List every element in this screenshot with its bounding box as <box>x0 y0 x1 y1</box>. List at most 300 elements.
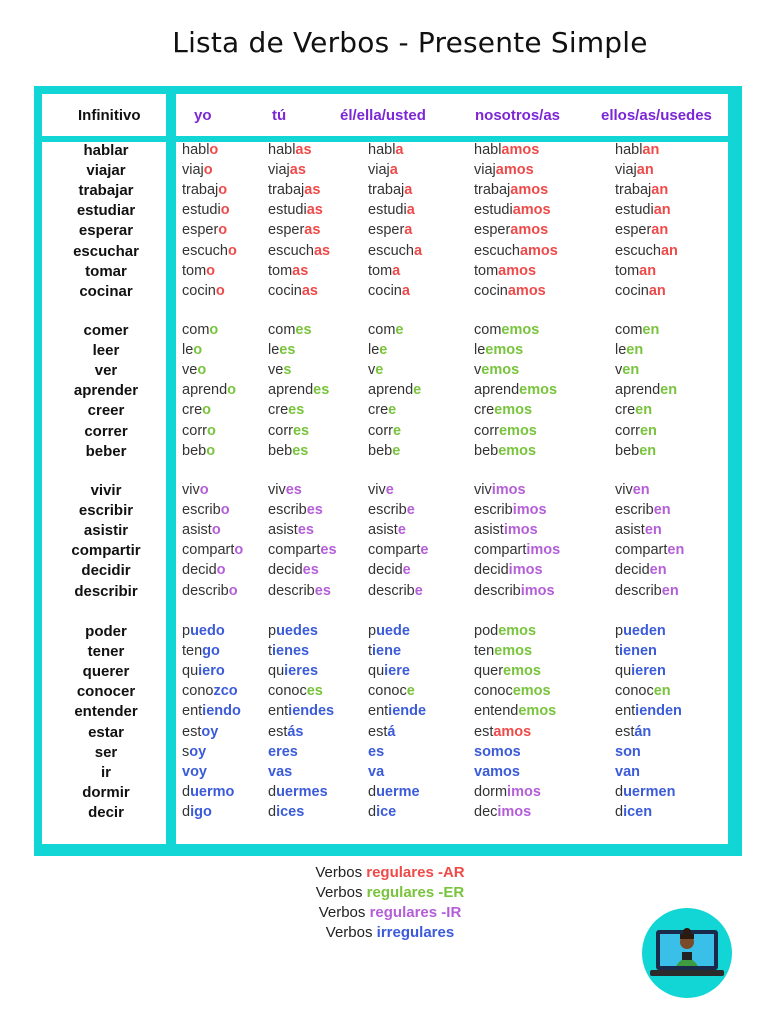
conjugation-entender-1 <box>268 703 334 719</box>
ending: an <box>651 222 669 239</box>
stem: p <box>182 623 191 639</box>
conjugation-aprender-2 <box>368 382 421 398</box>
conjugation-asistir-1 <box>268 522 314 538</box>
ending: a <box>389 162 398 179</box>
conjugation-viajar-0 <box>182 162 213 178</box>
conjugation-estar-4 <box>615 724 651 740</box>
ending: ienden <box>635 703 682 720</box>
stem: d <box>268 783 277 800</box>
stem: asist <box>268 522 298 539</box>
stem: cocin <box>474 282 508 299</box>
infinitive-poder: poder <box>85 623 127 640</box>
conjugation-ir-0 <box>182 764 207 780</box>
conjugation-dormir-0 <box>182 784 234 800</box>
ending: e <box>388 402 397 419</box>
stem: le <box>182 342 194 359</box>
conjugation-leer-4 <box>615 342 643 358</box>
ending: en <box>635 402 653 419</box>
ending: amos <box>512 202 551 219</box>
conjugation-compartir-0 <box>182 542 243 558</box>
conjugation-compartir-3 <box>474 542 560 558</box>
header-el-ella-usted: él/ella/usted <box>340 107 426 124</box>
stem: habl <box>615 142 643 158</box>
ending: es <box>279 342 296 359</box>
conjugation-escribir-0 <box>182 502 230 518</box>
ending: es <box>297 522 314 539</box>
ending: va <box>368 763 385 780</box>
ending: uermes <box>276 783 328 800</box>
stem: compart <box>182 542 235 559</box>
infinitive-conocer: conocer <box>76 683 136 701</box>
stem: cre <box>368 402 389 419</box>
stem: trabaj <box>368 182 405 199</box>
conjugation-viajar-3 <box>474 162 534 178</box>
conjugation-comer-2 <box>368 322 403 338</box>
ending: an <box>651 182 669 199</box>
ending: en <box>653 683 671 700</box>
conjugation-leer-3 <box>474 342 523 358</box>
conjugation-escuchar-1 <box>268 243 330 259</box>
conjugation-comer-4 <box>615 322 659 338</box>
stem: t <box>615 643 620 660</box>
conjugation-trabajar-3 <box>474 182 548 198</box>
legend-ir: Verbos regulares -IR <box>318 904 462 921</box>
ending: ienes <box>272 643 310 660</box>
stem: estudi <box>368 202 407 219</box>
stem: ten <box>474 643 495 660</box>
conjugation-escuchar-2 <box>368 243 422 259</box>
conjugation-estar-2 <box>368 724 395 740</box>
ending: van <box>615 763 640 780</box>
conjugation-escuchar-3 <box>474 243 558 259</box>
stem: escuch <box>368 242 414 259</box>
infinitive-creer: creer <box>87 402 125 420</box>
ending: e <box>375 362 384 379</box>
conjugation-querer-4 <box>615 663 666 679</box>
ending: es <box>302 562 319 579</box>
stem: viv <box>368 482 386 498</box>
stem: d <box>182 803 191 820</box>
stem: escrib <box>182 502 221 519</box>
ending: o <box>203 162 213 179</box>
conjugation-querer-1 <box>268 663 318 679</box>
conjugation-poder-3 <box>474 623 536 639</box>
conjugation-conocer-0 <box>182 683 238 699</box>
conjugation-creer-4 <box>615 402 652 418</box>
stem: describ <box>368 582 415 599</box>
ending: igo <box>190 803 212 820</box>
conjugation-ser-0 <box>182 744 206 760</box>
infinitive-tener: tener <box>87 643 125 661</box>
infinitive-correr: correr <box>84 422 128 440</box>
ending: en <box>661 582 679 599</box>
ending: eres <box>268 743 298 760</box>
ending: ices <box>276 803 305 820</box>
stem: viv <box>268 482 286 498</box>
stem: tom <box>368 262 393 279</box>
conjugation-decir-3 <box>474 804 531 820</box>
ending: as <box>313 242 331 259</box>
stem: com <box>368 322 396 338</box>
ending: emos <box>494 402 533 419</box>
stem: viaj <box>615 162 637 179</box>
conjugation-describir-1 <box>268 583 331 599</box>
stem: escuch <box>268 242 314 259</box>
stem: cocin <box>615 282 649 299</box>
stem: estudi <box>474 202 513 219</box>
stem: asist <box>615 522 645 539</box>
ending: imos <box>507 783 541 800</box>
conjugation-trabajar-4 <box>615 182 668 198</box>
stem: habl <box>368 142 396 158</box>
conjugation-cocinar-4 <box>615 283 666 299</box>
infinitive-hablar: hablar <box>83 142 129 159</box>
ending: zco <box>213 683 238 700</box>
ending: uermo <box>190 783 235 800</box>
stem: tom <box>268 262 293 279</box>
ending: uerme <box>376 783 420 800</box>
conjugation-estudiar-2 <box>368 202 415 218</box>
conjugation-creer-2 <box>368 402 396 418</box>
conjugation-trabajar-2 <box>368 182 412 198</box>
ending: en <box>639 422 657 439</box>
conjugation-trabajar-1 <box>268 182 320 198</box>
ending: imos <box>512 502 547 519</box>
ending: emos <box>519 382 558 399</box>
ending: es <box>320 542 337 559</box>
legend <box>300 864 480 944</box>
ending: a <box>404 222 413 239</box>
conjugation-dormir-2 <box>368 784 420 800</box>
conjugation-describir-2 <box>368 583 423 599</box>
ending: amos <box>507 282 546 299</box>
conjugation-ver-1 <box>268 362 291 378</box>
conjugation-estar-1 <box>268 724 303 740</box>
stem: compart <box>615 542 668 559</box>
ending: imos <box>520 582 555 599</box>
stem: asist <box>474 522 504 539</box>
stem: esper <box>474 222 511 239</box>
legend-er: Verbos regulares -ER <box>315 884 465 901</box>
stem: beb <box>182 442 207 459</box>
conjugation-vivir-2 <box>368 482 394 498</box>
ending: uedo <box>190 623 225 639</box>
conjugation-creer-1 <box>268 402 304 418</box>
ending: ice <box>376 803 397 820</box>
ending: o <box>218 182 228 199</box>
stem: estudi <box>615 202 654 219</box>
stem: escrib <box>268 502 307 519</box>
ending: ienen <box>619 643 657 660</box>
stem: d <box>268 803 277 820</box>
stem: conoc <box>368 683 407 700</box>
conjugation-compartir-2 <box>368 542 428 558</box>
stem: estudi <box>182 202 221 219</box>
ending: iero <box>198 663 225 680</box>
infinitive-describir: describir <box>74 582 138 600</box>
ending: ieres <box>284 663 319 680</box>
infinitive-escuchar: escuchar <box>73 242 139 260</box>
conjugation-poder-2 <box>368 623 410 639</box>
ending: a <box>406 202 415 219</box>
conjugation-poder-1 <box>268 623 318 639</box>
stem: t <box>268 643 273 660</box>
ending: e <box>379 342 388 359</box>
ending: es <box>288 402 305 419</box>
ending: a <box>413 242 423 259</box>
conjugation-describir-3 <box>474 583 555 599</box>
conjugation-ver-0 <box>182 362 206 378</box>
conjugation-aprender-1 <box>268 382 329 398</box>
header-infinitive: Infinitivo <box>78 107 141 124</box>
stem: cocin <box>368 282 402 299</box>
ending: an <box>636 162 654 179</box>
stem: ve <box>268 362 284 379</box>
ending: en <box>660 382 678 399</box>
stem: ten <box>182 643 203 660</box>
stem: escrib <box>474 502 513 519</box>
ending: e <box>414 582 423 599</box>
ending: es <box>314 582 331 599</box>
stem: cocin <box>268 282 302 299</box>
stem: corr <box>615 422 640 439</box>
conjugation-tener-1 <box>268 643 309 659</box>
conjugation-ver-4 <box>615 362 639 378</box>
ending: o <box>218 222 228 239</box>
ending: vas <box>268 763 293 780</box>
stem: esper <box>615 222 652 239</box>
conjugation-beber-4 <box>615 443 656 459</box>
stem: entend <box>474 703 519 720</box>
stem: beb <box>474 442 499 459</box>
conjugation-escribir-4 <box>615 502 671 518</box>
ending: en <box>639 442 657 459</box>
ending: amos <box>501 142 540 158</box>
ending: voy <box>182 763 207 780</box>
infinitive-querer: querer <box>82 663 130 681</box>
ending: o <box>197 362 207 379</box>
ending: uede <box>376 623 410 639</box>
ending: e <box>406 683 415 700</box>
conjugation-creer-3 <box>474 402 532 418</box>
conjugation-tomar-1 <box>268 263 308 279</box>
conjugation-querer-2 <box>368 663 410 679</box>
conjugation-querer-0 <box>182 663 225 679</box>
ending: emos <box>498 623 537 639</box>
stem: habl <box>474 142 502 158</box>
conjugation-trabajar-0 <box>182 182 227 198</box>
stem: describ <box>182 582 229 599</box>
infinitive-ser: ser <box>94 743 118 761</box>
stem: describ <box>474 582 521 599</box>
ending: emos <box>503 663 541 680</box>
conjugation-conocer-1 <box>268 683 323 699</box>
stem: asist <box>182 522 212 539</box>
stem: escrib <box>368 502 407 519</box>
infinitive-comer: comer <box>83 322 129 339</box>
conjugation-conocer-2 <box>368 683 415 699</box>
stem: conoc <box>268 683 307 700</box>
ending: an <box>660 242 678 259</box>
stem: decid <box>615 562 650 579</box>
conjugation-cocinar-2 <box>368 283 410 299</box>
conjugation-creer-0 <box>182 402 211 418</box>
ending: as <box>292 262 309 279</box>
stem: escrib <box>615 502 654 519</box>
stem: cre <box>474 402 495 419</box>
stem: trabaj <box>615 182 652 199</box>
stem: describ <box>268 582 315 599</box>
ending: e <box>392 422 402 439</box>
ending: e <box>413 382 422 399</box>
stem: d <box>368 783 377 800</box>
conjugation-estudiar-0 <box>182 202 230 218</box>
ending: en <box>649 562 667 579</box>
stem: est <box>368 723 388 740</box>
conjugation-decidir-3 <box>474 562 543 578</box>
stem: dec <box>474 803 498 820</box>
conjugation-correr-0 <box>182 423 216 439</box>
conjugation-correr-3 <box>474 423 537 439</box>
ending: es <box>285 482 302 498</box>
conjugation-correr-4 <box>615 423 657 439</box>
infinitive-estudiar: estudiar <box>76 202 136 220</box>
ending: iende <box>388 703 427 720</box>
conjugation-dormir-4 <box>615 784 675 800</box>
stem: v <box>615 362 623 379</box>
stem: ent <box>615 703 636 720</box>
conjugation-comer-0 <box>182 322 218 338</box>
ending: á <box>387 723 396 740</box>
conjugation-asistir-4 <box>615 522 662 538</box>
stem: qu <box>182 663 199 680</box>
infinitive-asistir: asistir <box>83 522 129 540</box>
ending: emos <box>518 703 557 720</box>
ending: o <box>220 502 230 519</box>
conjugation-hablar-2 <box>368 142 404 158</box>
stem: d <box>615 803 624 820</box>
stem: tom <box>474 262 499 279</box>
ending: es <box>313 382 330 399</box>
conjugation-asistir-2 <box>368 522 406 538</box>
stem: estudi <box>268 202 307 219</box>
ending: imos <box>508 562 543 579</box>
ending: imos <box>491 482 526 498</box>
ending: o <box>209 142 219 158</box>
ending: án <box>634 723 652 740</box>
conjugation-aprender-3 <box>474 382 557 398</box>
ending: vamos <box>474 763 520 780</box>
ending: en <box>653 502 671 519</box>
conjugation-compartir-1 <box>268 542 337 558</box>
ending: emos <box>481 362 520 379</box>
ending: e <box>420 542 429 559</box>
infinitive-cocinar: cocinar <box>79 282 133 300</box>
conjugation-vivir-1 <box>268 482 302 498</box>
stem: t <box>368 643 373 660</box>
stem: compart <box>268 542 321 559</box>
page-title: Lista de Verbos - Presente Simple <box>172 26 648 59</box>
ending: es <box>368 743 385 760</box>
ending: emos <box>498 422 537 439</box>
ending: o <box>227 242 237 259</box>
stem: le <box>615 342 627 359</box>
stem: viaj <box>182 162 204 179</box>
stem: viv <box>182 482 200 498</box>
ending: o <box>209 322 219 338</box>
ending: o <box>220 202 230 219</box>
stem: aprend <box>368 382 414 399</box>
stem: corr <box>182 422 207 439</box>
conjugation-decir-0 <box>182 804 212 820</box>
stem: cre <box>182 402 203 419</box>
stem: qu <box>368 663 385 680</box>
stem: corr <box>368 422 393 439</box>
ending: o <box>206 442 216 459</box>
conjugation-describir-4 <box>615 583 679 599</box>
conjugation-comer-1 <box>268 322 312 338</box>
ending: a <box>404 182 413 199</box>
conjugation-leer-0 <box>182 342 202 358</box>
ending: an <box>639 262 657 279</box>
conjugation-entender-3 <box>474 703 556 719</box>
stem: com <box>182 322 210 338</box>
stem: beb <box>615 442 640 459</box>
ending: s <box>283 362 292 379</box>
conjugation-beber-2 <box>368 443 400 459</box>
ending: emos <box>494 643 533 660</box>
ending: ueden <box>623 623 666 639</box>
ending: es <box>295 322 312 338</box>
conjugation-beber-0 <box>182 443 215 459</box>
infinitive-estar: estar <box>88 723 124 741</box>
conjugation-estudiar-3 <box>474 202 551 218</box>
conjugation-comer-3 <box>474 322 539 338</box>
conjugation-querer-3 <box>474 663 541 679</box>
stem: viv <box>474 482 492 498</box>
conjugation-vivir-0 <box>182 482 209 498</box>
ending: as <box>306 202 323 219</box>
infinitive-beber: beber <box>85 442 127 460</box>
ending: imos <box>503 522 538 539</box>
conjugation-ir-3 <box>474 764 520 780</box>
stem: aprend <box>182 382 228 399</box>
infinitive-decir: decir <box>88 803 124 821</box>
conjugation-poder-0 <box>182 623 225 639</box>
ending: as <box>304 222 321 239</box>
infinitive-aprender: aprender <box>73 382 139 400</box>
stem: conoc <box>474 683 513 700</box>
infinitive-dormir: dormir <box>82 783 130 801</box>
header-ellos: ellos/as/usedes <box>601 107 712 124</box>
infinitive-trabajar: trabajar <box>78 182 134 200</box>
stem: habl <box>268 142 296 158</box>
teacher-avatar-icon <box>642 908 732 998</box>
conjugation-describir-0 <box>182 583 238 599</box>
stem: v <box>368 362 376 379</box>
infinitive-decidir: decidir <box>81 562 131 580</box>
stem: cre <box>268 402 289 419</box>
conjugation-poder-4 <box>615 623 666 639</box>
conjugation-ser-4 <box>615 744 641 760</box>
stem: aprend <box>268 382 314 399</box>
conjugation-decidir-0 <box>182 562 226 578</box>
conjugation-dormir-1 <box>268 784 328 800</box>
conjugation-escribir-1 <box>268 502 323 518</box>
infinitive-ir: ir <box>100 763 111 781</box>
ending: es <box>306 502 323 519</box>
stem: esper <box>182 222 219 239</box>
